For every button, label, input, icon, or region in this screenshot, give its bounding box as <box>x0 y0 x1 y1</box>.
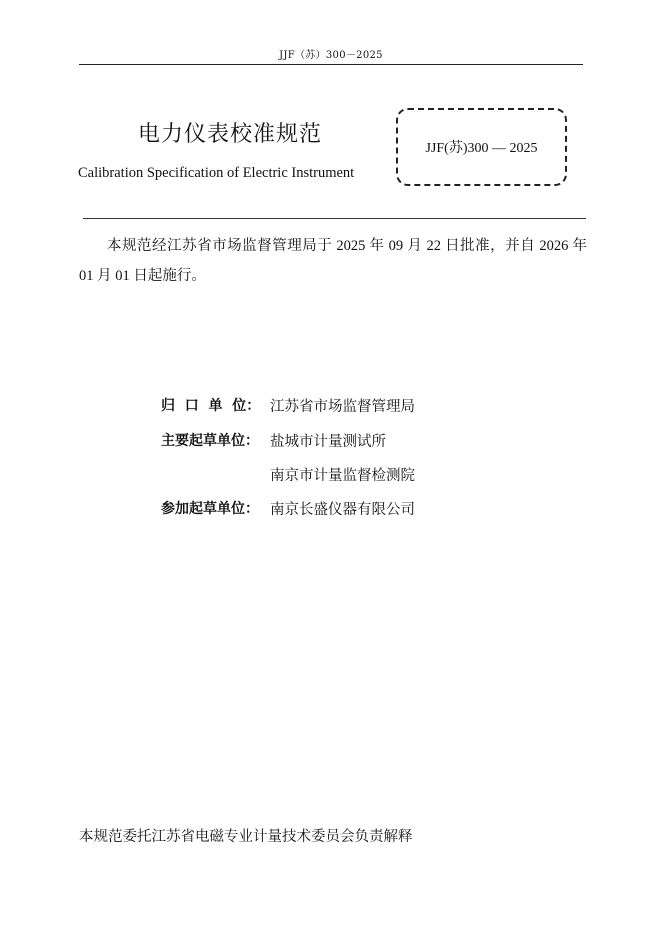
specification-code: JJF(苏)300 — 2025 <box>425 141 538 156</box>
participating-unit-label: 参加起草单位： <box>161 501 259 517</box>
specification-code-box <box>396 108 567 186</box>
interpretation-note: 本规范委托江苏省电磁专业计量技术委员会负责解释 <box>79 829 413 845</box>
main-drafter-2: 南京市计量监督检测院 <box>270 468 415 484</box>
document-title-chinese: 电力仪表校准规范 <box>138 122 323 147</box>
header-rule <box>79 64 583 65</box>
approval-statement: 本规范经江苏省市场监督管理局于 2025 年 09 月 22 日批准，并自 2026 年 01 月 01 日起施行。 <box>79 238 587 284</box>
main-drafters-label: 主要起草单位： <box>161 433 259 449</box>
document-title-english: Calibration Specification of Electric Instrument <box>78 165 355 181</box>
running-header: JJF（苏）300－2025 <box>279 50 383 61</box>
responsible-unit-label: 归 口 单 位： <box>161 398 261 414</box>
participating-unit-value: 南京长盛仪器有限公司 <box>270 502 415 518</box>
responsible-unit-value: 江苏省市场监督管理局 <box>270 399 415 415</box>
title-divider <box>83 218 586 219</box>
main-drafter-1: 盐城市计量测试所 <box>270 434 386 450</box>
